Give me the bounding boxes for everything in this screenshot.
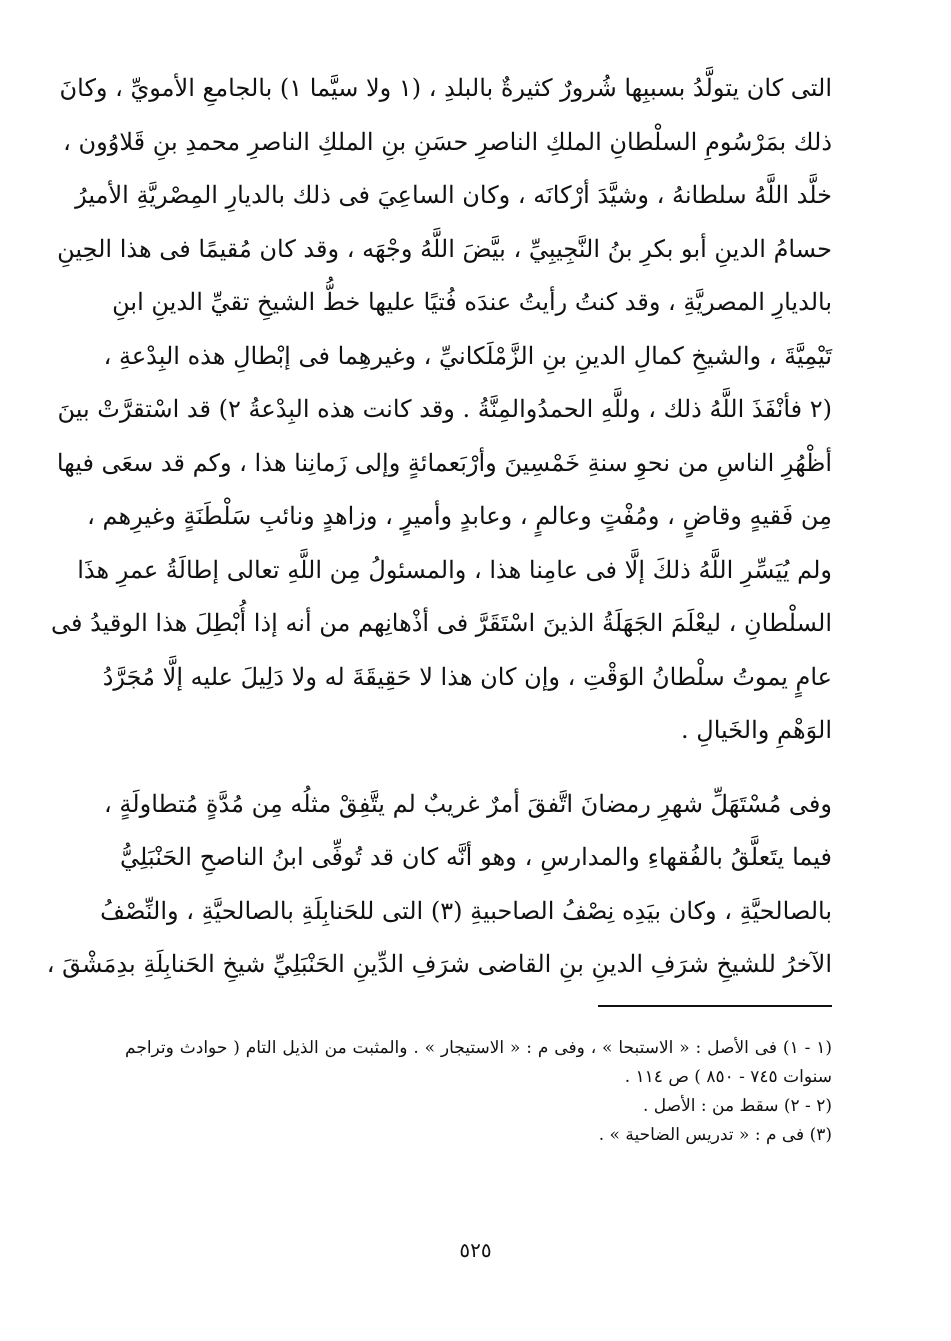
- text-line: حسامُ الدينِ أبو بكرِ بنُ النَّجِيبِيِّ ، بيَّضَ اللَّهُ وجْهَه ، وقد كان مُقيمًا فى هذا الحِينِ: [57, 234, 832, 263]
- text-line: وفى مُسْتَهَلِّ شهرِ رمضانَ اتَّفقَ أمرٌ غريبٌ لم يتَّفِقْ مثلُه مِن مُدَّةٍ مُتطاولَةٍ ،: [104, 789, 832, 818]
- paragraph-gap: [120, 758, 832, 778]
- text-line: خلَّد اللَّهُ سلطانهُ ، وشيَّدَ أرْكانَه ، وكان الساعِيَ فى ذلك بالديارِ المِصْريَّةِ الأميرُ: [75, 181, 832, 209]
- text-line: التى كان يتولَّدُ بسببِها شُرورٌ كثيرةٌ بالبلدِ ، (١ ولا سيَّما ١) بالجامعِ الأمويِّ ، وكانَ: [59, 74, 832, 102]
- text-line: بالديارِ المصريَّةِ ، وقد كنتُ رأيتُ عندَه فُتيًا عليها خطُّ الشيخِ تقيِّ الدينِ ابنِ: [112, 288, 832, 316]
- text-line: بالصالحيَّةِ ، وكان بيَدِه نِصْفُ الصاحبيةِ (٣) التى للحَنابِلَةِ بالصالحيَّةِ ، والنِّصْفُ: [100, 896, 832, 925]
- paragraph-1: [50, 62, 832, 758]
- footnotes: [125, 1034, 832, 1150]
- text-line: فيما يتَعلَّقُ بالفُقهاءِ والمدارسِ ، وهو أنَّه كان قد تُوفِّى ابنُ الناصحِ الحَنْبَلِيُّ: [120, 843, 832, 871]
- footnote-line: (٢ - ٢) سقط من : الأصل .: [642, 1096, 832, 1116]
- text-line: الوَهْمِ والخَيالِ .: [681, 716, 832, 744]
- text-line: عامٍ يموتُ سلْطانُ الوَقْتِ ، وإن كان هذا لا حَقِيقَةَ له ولا دَلِيلَ عليه إلَّا مُجَرَّدُ: [102, 662, 832, 691]
- paragraph-2: [46, 778, 832, 992]
- main-text: [46, 62, 832, 992]
- footnote-line: (١ - ١) فى الأصل : « الاستبحا » ، وفى م : « الاستيجار » . والمثبت من الذيل التام ( حوادث وتراجم: [125, 1038, 832, 1058]
- footnote-divider: [598, 1005, 832, 1007]
- text-line: مِن فَقيهٍ وقاضٍ ، ومُفْتٍ وعالمٍ ، وعابدٍ وأميرٍ ، وزاهدٍ ونائبِ سَلْطَنَةٍ وغيرِهم ،: [87, 502, 832, 530]
- text-line: أظْهُرِ الناسِ من نحوِ سنةِ خَمْسِينَ وأرْبَعمائةٍ وإلى زَمانِنا هذا ، وكم قد سعَى فيها: [56, 448, 832, 477]
- page-number: ٥٢٥: [459, 1238, 492, 1262]
- text-line: الآخرُ للشيخِ شرَفِ الدينِ بنِ القاضى شرَفِ الدِّينِ الحَنْبَلِيِّ شيخِ الحَنابِلَةِ بدِمَشْقَ ،: [46, 950, 832, 978]
- text-line: (٢ فأنْفَذَ اللَّهُ ذلك ، وللَّهِ الحمدُوالمِنَّةُ . وقد كانت هذه البِدْعةُ ٢) قد اسْتقرَّتْ بينَ: [57, 395, 832, 423]
- text-line: السلْطانِ ، ليعْلَمَ الجَهَلَةُ الذينَ اسْتَقَرَّ فى أذْهانِهم من أنه إذا أُبْطِلَ هذا الوقيدُ فى: [50, 609, 832, 637]
- text-line: ذلك بمَرْسُومِ السلْطانِ الملكِ الناصرِ حسَنِ بنِ الملكِ الناصرِ محمدِ بنِ قَلاوُون ،: [63, 127, 832, 156]
- footnote-line: سنوات ٧٤٥ - ٨٥٠ ) ص ١١٤ .: [624, 1067, 832, 1087]
- footnote-line: (٣) فى م : « تدريس الضاحية » .: [598, 1125, 832, 1145]
- text-line: تَيْمِيَّةَ ، والشيخِ كمالِ الدينِ بنِ الزَّمْلَكانيِّ ، وغيرهِما فى إبْطالِ هذه البِدْعةِ ،: [103, 341, 832, 370]
- text-line: ولم يُيَسِّرِ اللَّهُ ذلكَ إلَّا فى عامِنا هذا ، والمسئولُ مِن اللَّهِ تعالى إطالَةُ عمرِ هذَا: [77, 555, 832, 584]
